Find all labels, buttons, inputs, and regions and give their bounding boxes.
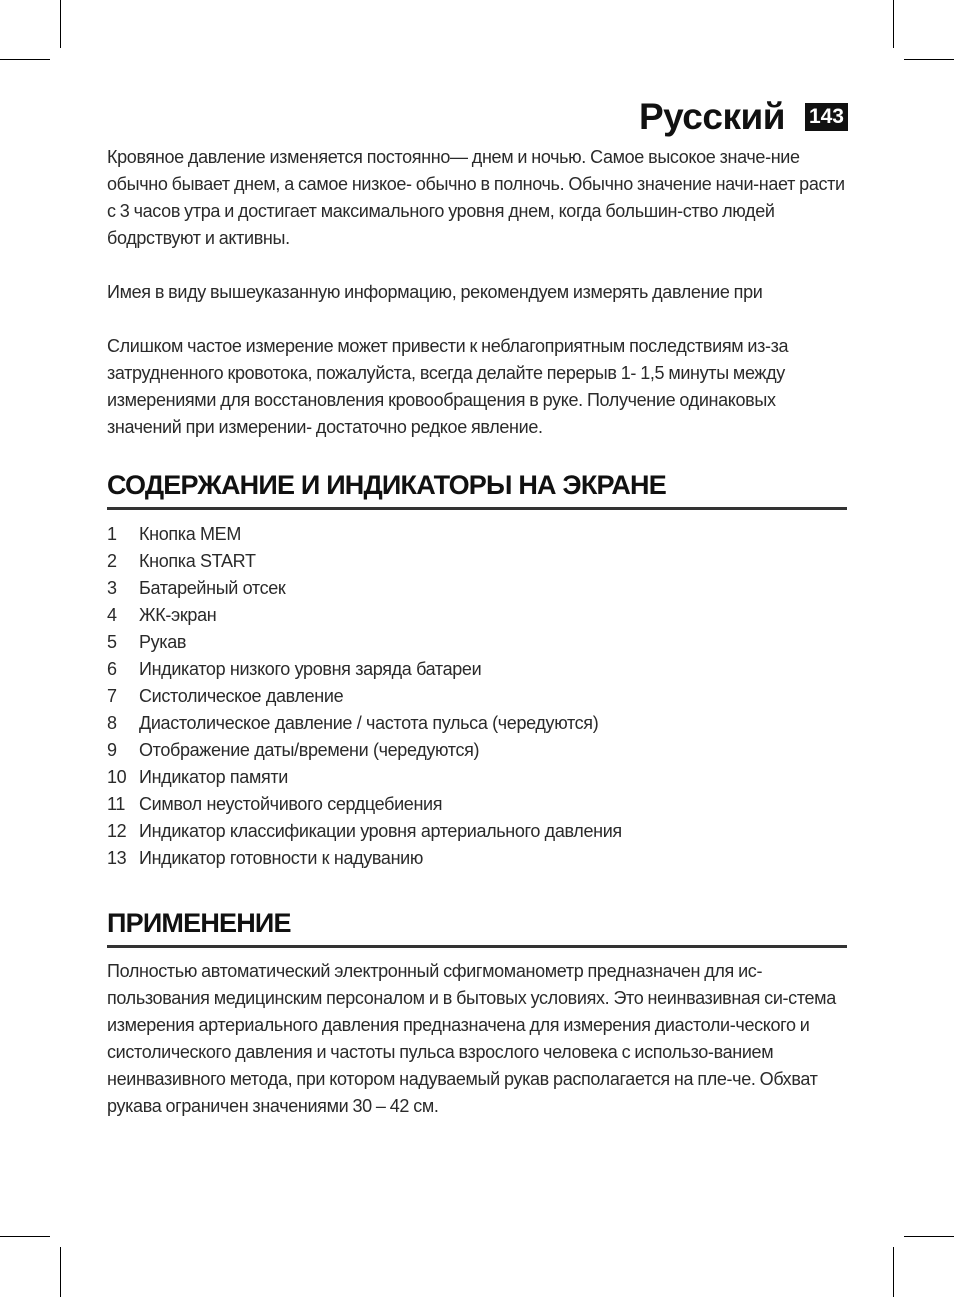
list-item	[107, 818, 847, 845]
item-text: Батарейный отсек	[139, 578, 286, 598]
item-text: Символ неустойчивого сердцебиения	[139, 794, 443, 814]
crop-mark	[0, 59, 50, 60]
item-number: 4	[107, 605, 117, 625]
crop-mark	[893, 0, 894, 48]
item-number: 3	[107, 578, 117, 598]
item-text: Кнопка MEM	[139, 524, 241, 544]
contents-heading: СОДЕРЖАНИЕ И ИНДИКАТОРЫ НА ЭКРАНЕ	[107, 467, 847, 510]
intro-paragraph-1: Кровяное давление изменяется постоянно— днем и ночью. Самое высокое значе-ние обычно бывает днем, а самое низкое- обычно в полночь. Обычно значение начи-нает расти с 3 часов утра и достигает максимального уровня днем, когда большин-ство людей бодрствуют и активны.	[107, 147, 845, 248]
language-title: Русский	[638, 96, 785, 137]
intro-paragraph-2: Имея в виду вышеуказанную информацию, рекомендуем измерять давление при	[107, 282, 763, 302]
item-number: 9	[107, 740, 117, 760]
item-text: Систолическое давление	[139, 686, 344, 706]
item-number: 6	[107, 659, 117, 679]
list-item	[107, 629, 847, 656]
page-content	[107, 144, 847, 1120]
crop-mark	[0, 1236, 50, 1237]
item-text: Кнопка START	[139, 551, 256, 571]
item-number: 10	[107, 767, 127, 787]
crop-mark	[60, 0, 61, 48]
item-number: 12	[107, 821, 127, 841]
usage-heading: ПРИМЕНЕНИЕ	[107, 905, 847, 948]
item-text: Индикатор памяти	[139, 767, 288, 787]
item-text: Индикатор низкого уровня заряда батареи	[139, 659, 482, 679]
item-number: 13	[107, 848, 127, 868]
item-text: Отображение даты/времени (чередуются)	[139, 740, 480, 760]
intro-paragraph-3: Слишком частое измерение может привести к неблагоприятным последствиям из-за затрудненного кровотока, пожалуйста, всегда делайте перерыв 1- 1,5 минуты между измерениями для восстановления кровообращения в руке. Получение одинаковых значений при измерении- достаточно редкое явление.	[107, 336, 789, 437]
page-header	[639, 96, 848, 138]
crop-mark	[60, 1247, 61, 1297]
list-item	[107, 764, 847, 791]
item-number: 7	[107, 686, 117, 706]
item-text: Индикатор готовности к надуванию	[139, 848, 424, 868]
list-item	[107, 602, 847, 629]
list-item	[107, 548, 847, 575]
contents-list	[107, 521, 847, 872]
page-number: 143	[805, 103, 848, 131]
item-text: Индикатор классификации уровня артериального давления	[139, 821, 622, 841]
list-item	[107, 845, 847, 872]
crop-mark	[904, 1236, 954, 1237]
usage-paragraph: Полностью автоматический электронный сфигмоманометр предназначен для ис-пользования медицинским персоналом и в бытовых условиях. Это неинвазивная си-стема измерения артериального давления предназначена для измерения диастоли-ческого и систолического давления и частоты пульса взрослого человека с использо-ванием неинвазивного метода, при котором надуваемый рукав располагается на пле-че. Обхват рукава ограничен значениями 30 – 42 см.	[107, 961, 836, 1116]
item-number: 2	[107, 551, 117, 571]
item-number: 1	[107, 524, 117, 544]
crop-mark	[893, 1247, 894, 1297]
item-text: Рукав	[139, 632, 187, 652]
item-text: ЖК-экран	[139, 605, 217, 625]
list-item	[107, 737, 847, 764]
list-item	[107, 683, 847, 710]
list-item	[107, 656, 847, 683]
list-item	[107, 575, 847, 602]
list-item	[107, 791, 847, 818]
crop-mark	[904, 59, 954, 60]
item-number: 5	[107, 632, 117, 652]
item-number: 8	[107, 713, 117, 733]
list-item	[107, 710, 847, 737]
list-item	[107, 521, 847, 548]
item-number: 11	[107, 794, 125, 814]
item-text: Диастолическое давление / частота пульса (чередуются)	[139, 713, 599, 733]
